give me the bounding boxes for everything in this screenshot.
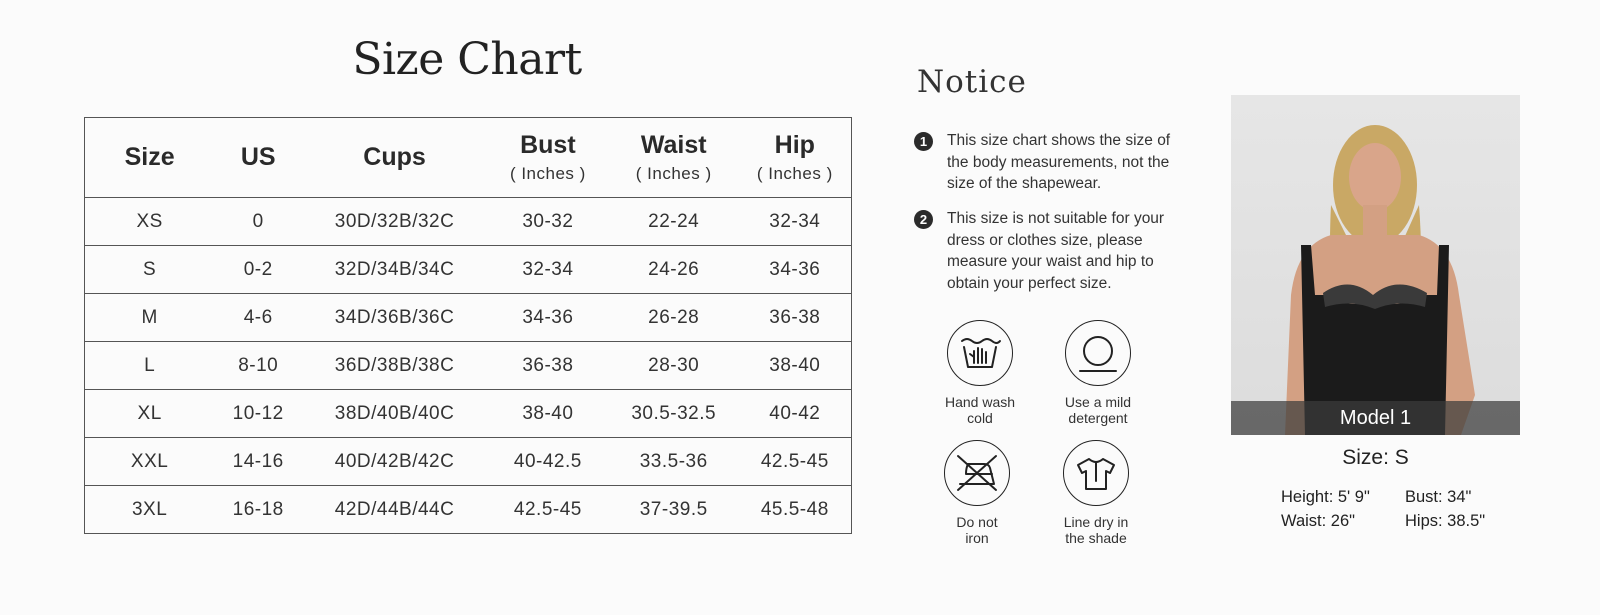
cell-bust: 34-36: [522, 306, 574, 328]
cell-cups: 36D/38B/38C: [334, 354, 455, 376]
model-silhouette: [1231, 95, 1520, 435]
cell-us: 16-18: [232, 498, 284, 520]
cell-size: M: [141, 306, 158, 328]
notice-number-badge: 2: [914, 210, 933, 229]
header-hip: Hip ( Inches ): [756, 131, 833, 183]
mild-detergent-icon: [1065, 320, 1131, 386]
header-size: Size: [124, 143, 175, 171]
notice-text: This size chart shows the size of the body measurements, not the size of the shapewear.: [947, 132, 1171, 192]
table-row: [85, 246, 852, 294]
cell-us: 14-16: [232, 450, 284, 472]
cell-cups: 38D/40B/40C: [334, 402, 455, 424]
cell-bust: 30-32: [522, 210, 574, 232]
care-line-dry-shade: [1031, 440, 1161, 546]
header-waist: Waist ( Inches ): [635, 131, 712, 183]
cell-hip: 34-36: [769, 258, 821, 280]
cell-us: 0-2: [243, 258, 273, 280]
table-row: [85, 390, 852, 438]
cell-waist: 24-26: [648, 258, 700, 280]
cell-hip: 40-42: [769, 402, 821, 424]
care-mild-detergent: [1033, 320, 1163, 426]
care-hand-wash: [915, 320, 1045, 426]
notice-number-badge: 1: [914, 132, 933, 151]
cell-size: XL: [137, 402, 162, 424]
cell-cups: 42D/44B/44C: [334, 498, 455, 520]
header-bust: Bust ( Inches ): [509, 131, 586, 183]
model-caption: Model 1: [1231, 401, 1520, 435]
cell-waist: 26-28: [648, 306, 700, 328]
model-size: Size: S: [1342, 446, 1409, 469]
table-row: [85, 486, 852, 534]
care-do-not-iron: [912, 440, 1042, 546]
cell-bust: 40-42.5: [513, 450, 582, 472]
cell-us: 8-10: [238, 354, 279, 376]
table-row: [85, 294, 852, 342]
model-bust: Bust: 34": [1405, 488, 1472, 506]
header-us: US: [240, 143, 276, 171]
cell-waist: 22-24: [648, 210, 700, 232]
size-chart-title: Size Chart: [352, 34, 582, 85]
cell-bust: 36-38: [522, 354, 574, 376]
model-hips: Hips: 38.5": [1405, 512, 1486, 530]
table-row: [85, 438, 852, 486]
header-cups: Cups: [363, 143, 426, 171]
model-photo: [1231, 95, 1520, 435]
care-label: Use a mild detergent: [1064, 394, 1132, 426]
notice-title: Notice: [917, 64, 1027, 100]
cell-hip: 42.5-45: [760, 450, 829, 472]
notice-item-2: [914, 208, 1179, 294]
care-label: Hand wash cold: [944, 394, 1016, 426]
cell-cups: 32D/34B/34C: [334, 258, 455, 280]
cell-waist: 28-30: [648, 354, 700, 376]
cell-size: XS: [136, 210, 163, 232]
size-table: [84, 117, 852, 534]
cell-us: 4-6: [243, 306, 273, 328]
care-label: Line dry in the shade: [1063, 514, 1129, 546]
do-not-iron-icon: [944, 440, 1010, 506]
cell-hip: 32-34: [769, 210, 821, 232]
table-header-row: [85, 118, 852, 198]
cell-hip: 36-38: [769, 306, 821, 328]
cell-waist: 37-39.5: [639, 498, 708, 520]
table-row: [85, 198, 852, 246]
cell-size: S: [143, 258, 157, 280]
notice-item-1: [914, 130, 1179, 195]
cell-bust: 32-34: [522, 258, 574, 280]
table-row: [85, 342, 852, 390]
cell-bust: 42.5-45: [513, 498, 582, 520]
cell-cups: 40D/42B/42C: [334, 450, 455, 472]
notice-text: This size is not suitable for your dress or clothes size, please measure your waist and hip to obtain your perfect size.: [947, 210, 1165, 292]
model-waist: Waist: 26": [1281, 512, 1356, 530]
cell-waist: 30.5-32.5: [631, 402, 717, 424]
hand-wash-icon: [947, 320, 1013, 386]
cell-us: 0: [252, 210, 264, 232]
cell-size: 3XL: [131, 498, 168, 520]
cell-cups: 30D/32B/32C: [334, 210, 455, 232]
care-label: Do not iron: [956, 514, 998, 546]
cell-size: XXL: [130, 450, 169, 472]
line-dry-shade-icon: [1063, 440, 1129, 506]
cell-size: L: [144, 354, 156, 376]
cell-us: 10-12: [232, 402, 284, 424]
cell-cups: 34D/36B/36C: [334, 306, 455, 328]
cell-hip: 38-40: [769, 354, 821, 376]
cell-hip: 45.5-48: [760, 498, 829, 520]
model-height: Height: 5' 9": [1281, 488, 1370, 506]
cell-waist: 33.5-36: [639, 450, 708, 472]
cell-bust: 38-40: [522, 402, 574, 424]
